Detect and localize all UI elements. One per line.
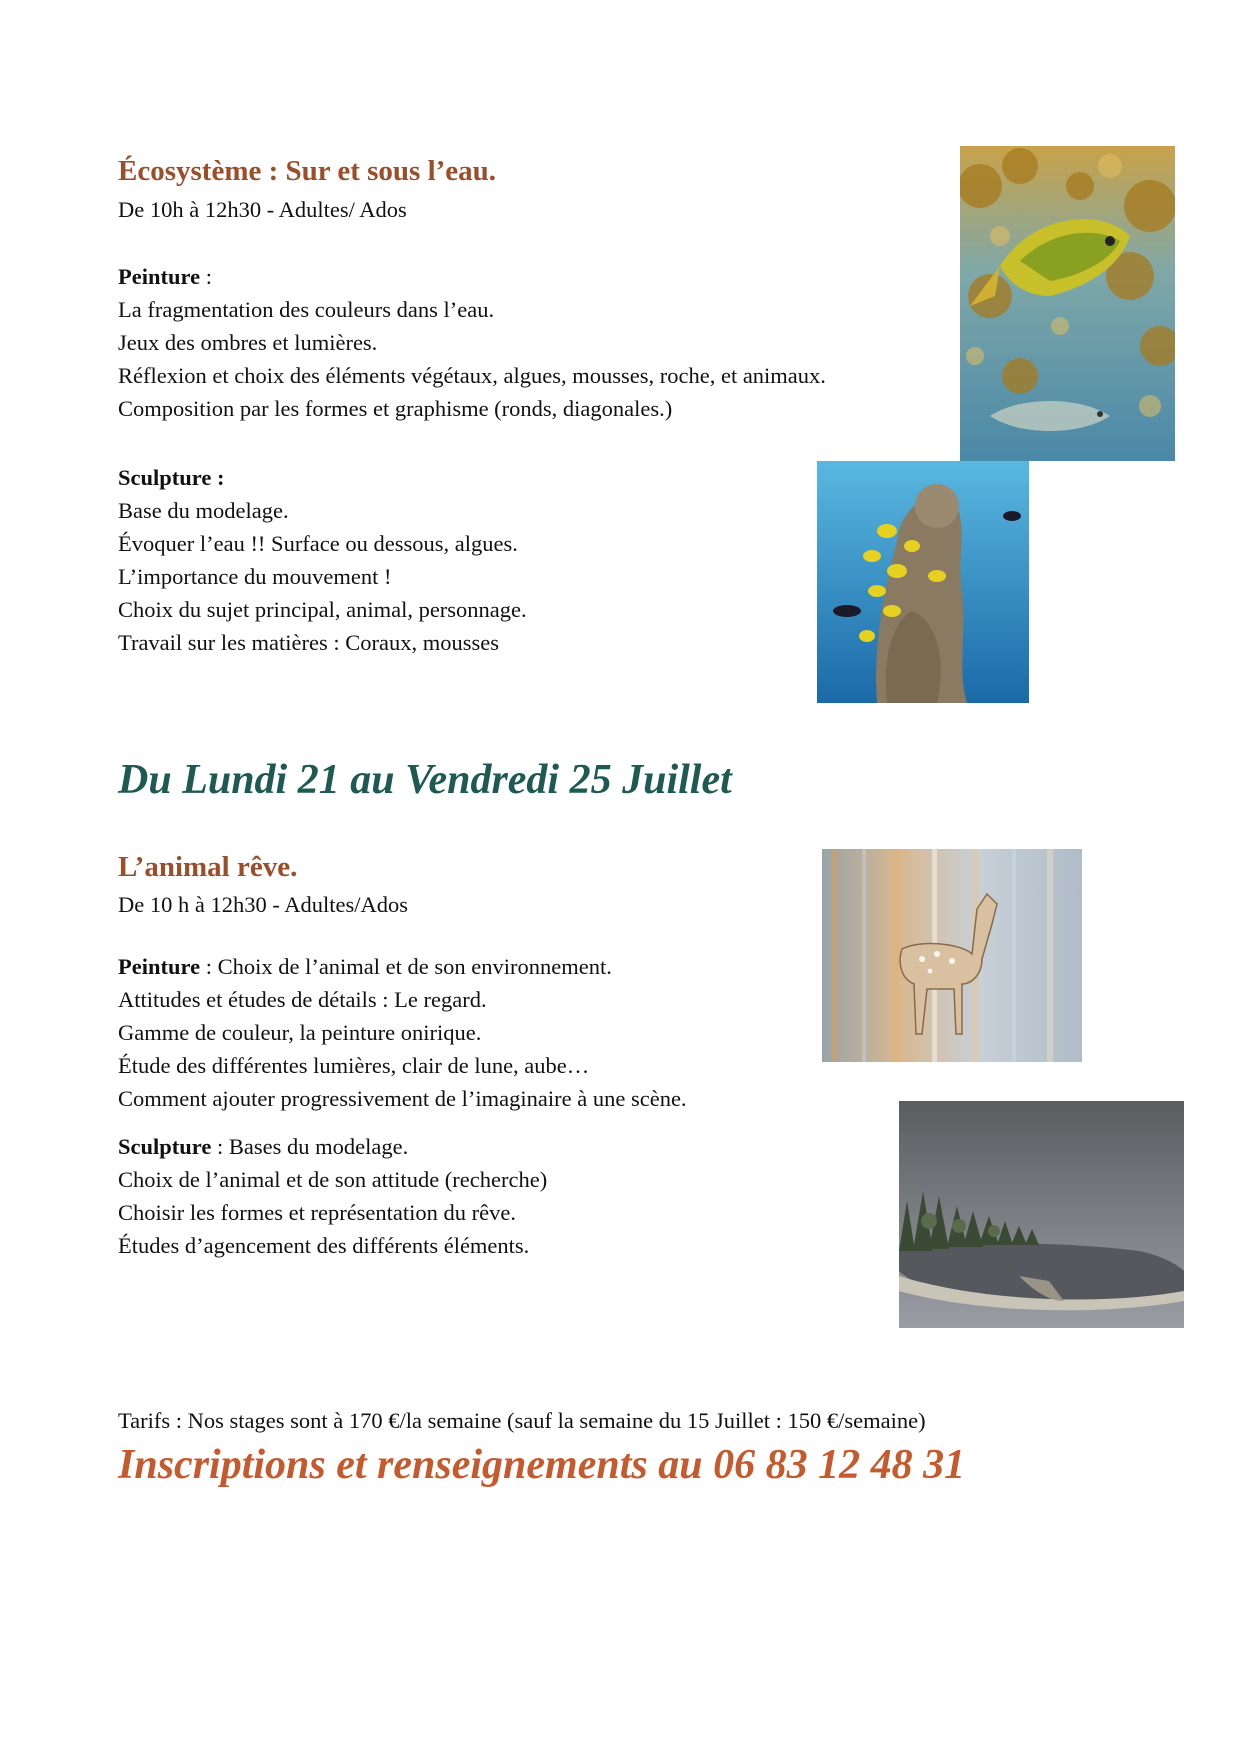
section1-title: Écosystème : Sur et sous l’eau. <box>118 155 497 187</box>
section2-sculpture-block <box>118 1130 547 1262</box>
section1-peinture-heading <box>118 260 826 293</box>
sculpture-label: Sculpture <box>118 1134 212 1159</box>
sculpture-first-line: : Bases du modelage. <box>211 1134 409 1159</box>
section2-sculpture-line: Choisir les formes et représentation du rêve. <box>118 1200 517 1225</box>
fish-painting-image <box>960 146 1175 461</box>
section1-peinture-line: Jeux des ombres et lumières. <box>118 330 378 355</box>
section1-schedule: De 10h à 12h30 - Adultes/ Ados <box>118 197 407 222</box>
section1-sculpture-line: Évoquer l’eau !! Surface ou dessous, algues. <box>118 531 518 556</box>
section1-sculpture-line: Base du modelage. <box>118 498 289 523</box>
section2-schedule: De 10 h à 12h30 - Adultes/Ados <box>118 892 408 917</box>
section1-sculpture-block <box>118 461 527 659</box>
section2-sculpture-line: Études d’agencement des différents éléments. <box>118 1233 530 1258</box>
section2-peinture-line: Étude des différentes lumières, clair de lune, aube… <box>118 1053 590 1078</box>
week-heading: Du Lundi 21 au Vendredi 25 Juillet <box>118 757 732 803</box>
section1-peinture-block <box>118 260 826 425</box>
inscriptions-phone: Inscriptions et renseignements au 06 83 12 48 31 <box>118 1442 966 1488</box>
deer-painting-image <box>822 849 1082 1062</box>
section1-peinture-line: Composition par les formes et graphisme (ronds, diagonales.) <box>118 396 673 421</box>
tarifs-text: Tarifs : Nos stages sont à 170 €/la semaine (sauf la semaine du 15 Juillet : 150 €/semaine) <box>118 1408 926 1433</box>
section2-sculpture-heading <box>118 1130 547 1163</box>
section2-peinture-line: Attitudes et études de détails : Le regard. <box>118 987 487 1012</box>
section1-sculpture-line: Choix du sujet principal, animal, personnage. <box>118 597 527 622</box>
section1-sculpture-heading <box>118 461 527 494</box>
whale-sculpture-image <box>899 1101 1184 1328</box>
peinture-label: Peinture <box>118 264 201 289</box>
section2-sculpture-line: Choix de l’animal et de son attitude (recherche) <box>118 1167 548 1192</box>
section1-peinture-line: La fragmentation des couleurs dans l’eau. <box>118 297 495 322</box>
peinture-label: Peinture <box>118 954 201 979</box>
section2-peinture-block <box>118 950 687 1115</box>
section2-title: L’animal rêve. <box>118 851 298 883</box>
peinture-label-suffix: : <box>200 264 212 289</box>
section1-sculpture-line: L’importance du mouvement ! <box>118 564 392 589</box>
sculpture-label: Sculpture : <box>118 465 225 490</box>
section1-peinture-line: Réflexion et choix des éléments végétaux, algues, mousses, roche, et animaux. <box>118 363 826 388</box>
underwater-sculpture-image <box>817 461 1029 703</box>
section1-sculpture-line: Travail sur les matières : Coraux, mousses <box>118 630 499 655</box>
section2-peinture-line: Gamme de couleur, la peinture onirique. <box>118 1020 482 1045</box>
section2-peinture-heading <box>118 950 687 983</box>
section2-peinture-line: Comment ajouter progressivement de l’imaginaire à une scène. <box>118 1086 687 1111</box>
peinture-first-line: : Choix de l’animal et de son environnement. <box>200 954 612 979</box>
